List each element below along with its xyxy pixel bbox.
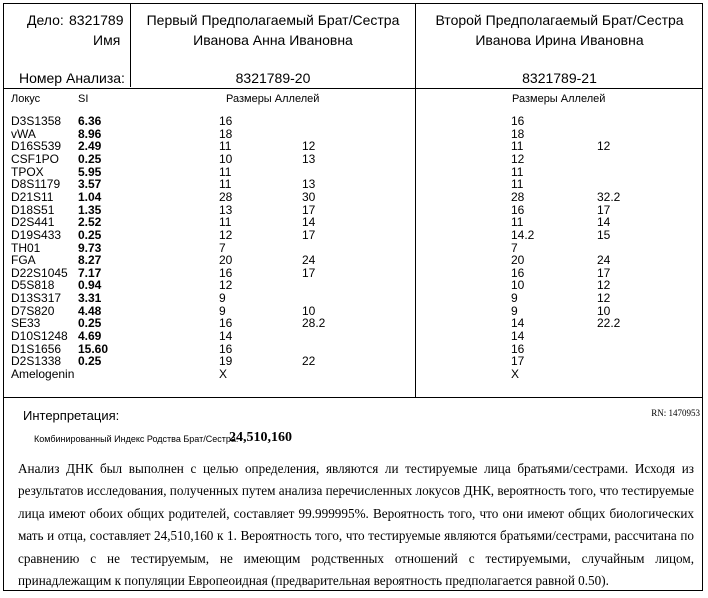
sibling2-allele-1: 16 <box>511 341 525 356</box>
sibling1-allele-1: 16 <box>219 114 233 128</box>
sibling2-allele-2: 17 <box>597 202 611 217</box>
case-number: 8321789 <box>69 12 124 28</box>
sibling2-allele-1: 16 <box>511 114 525 128</box>
si-value: 2.52 <box>78 215 102 230</box>
sibling1-allele-1: 11 <box>219 164 232 179</box>
sibling2-allele-1: 14 <box>511 316 525 331</box>
si-value: 3.31 <box>78 291 102 306</box>
sibling1-allele-1: 11 <box>219 177 232 192</box>
si-column-header: SI <box>78 93 89 105</box>
sibling1-allele-2: 22 <box>302 354 316 369</box>
si-value: 7.17 <box>78 265 102 280</box>
sibling1-allele-2: 17 <box>302 265 316 280</box>
sibling2-allele-2: 17 <box>597 265 611 280</box>
sibling1-allele-1: 16 <box>219 341 233 356</box>
locus-name: D10S1248 <box>11 329 68 344</box>
locus-name: D2S441 <box>11 215 55 230</box>
sibling2-allele-2: 24 <box>597 253 611 268</box>
sibling1-allele-1: 16 <box>219 316 233 331</box>
locus-name: FGA <box>11 253 36 268</box>
sibling1-allele-1: 18 <box>219 126 233 141</box>
locus-name: vWA <box>11 126 36 141</box>
sibling2-allele-1: 28 <box>511 189 525 204</box>
sibling1-allele-2: 13 <box>302 151 316 166</box>
locus-name: D3S1358 <box>11 114 62 128</box>
si-value: 0.25 <box>78 316 102 331</box>
sibling1-allele-1: 19 <box>219 354 233 369</box>
si-value: 8.27 <box>78 253 102 268</box>
si-value: 9.73 <box>78 240 102 255</box>
sibling2-allele-2: 12 <box>597 278 611 293</box>
combined-index-value: 24,510,160 <box>229 430 292 445</box>
sibling1-allele-1: 9 <box>219 291 226 306</box>
sibling2-allele-1: 14 <box>511 329 525 344</box>
locus-name: Amelogenin <box>11 367 75 381</box>
sibling2-allele-1: 11 <box>511 139 524 154</box>
sibling1-allele-1: 12 <box>219 227 233 242</box>
si-value: 4.48 <box>78 303 102 318</box>
sibling1-allele-1: 11 <box>219 139 232 154</box>
locus-name: D5S818 <box>11 278 55 293</box>
sibling1-allele-2: 17 <box>302 227 316 242</box>
si-value: 0.25 <box>78 354 102 369</box>
si-value: 3.57 <box>78 177 102 192</box>
sibling1-allele-1: 10 <box>219 151 233 166</box>
locus-name: TPOX <box>11 164 44 179</box>
sibling2-allele-1: 9 <box>511 291 518 306</box>
sibling2-allele-1: 17 <box>511 354 525 369</box>
sibling2-allele-2: 22.2 <box>597 316 621 331</box>
sibling2-allele-2: 12 <box>597 291 611 306</box>
sibling2-allele-2: 32.2 <box>597 189 621 204</box>
case-label: Дело: <box>27 12 64 28</box>
sibling1-title: Первый Предполагаемый Брат/Сестра <box>146 12 400 28</box>
sibling1-allele-1: 14 <box>219 329 233 344</box>
sibling2-allele-1: 11 <box>511 164 524 179</box>
sibling2-allele-2: 14 <box>597 215 611 230</box>
table-bottom-rule <box>4 397 703 398</box>
locus-name: D2S1338 <box>11 354 62 369</box>
sibling1-allele-1: 12 <box>219 278 233 293</box>
sibling1-allele-2: 28.2 <box>302 316 326 331</box>
analysis-number-label: Номер Анализа: <box>19 70 125 86</box>
locus-name: D21S11 <box>11 189 54 204</box>
header-rule <box>4 88 703 89</box>
locus-name: TH01 <box>11 240 41 255</box>
sibling2-allele-1: 11 <box>511 177 524 192</box>
si-value: 8.96 <box>78 126 102 141</box>
locus-name: D18S51 <box>11 202 55 217</box>
si-value: 4.69 <box>78 329 102 344</box>
interpretation-label: Интерпретация: <box>23 408 120 423</box>
sibling1-allele-1: 9 <box>219 303 226 318</box>
sibling2-allele-1: 18 <box>511 126 525 141</box>
locus-name: D8S1179 <box>11 177 61 192</box>
combined-index-label: Комбинированный Индекс Родства Брат/Сестра: <box>34 434 239 444</box>
si-value: 2.49 <box>78 139 102 154</box>
column-divider-2 <box>415 4 416 397</box>
si-value: 0.94 <box>78 278 102 293</box>
sibling1-allele-1: 11 <box>219 215 232 230</box>
si-value: 1.35 <box>78 202 102 217</box>
sibling2-allele-1: 16 <box>511 202 525 217</box>
si-value: 5.95 <box>78 164 102 179</box>
sibling2-allele-2: 10 <box>597 303 611 318</box>
sibling1-allele-1: X <box>219 367 228 381</box>
sibling1-allele-2: 30 <box>302 189 316 204</box>
name-label: Имя <box>93 32 121 48</box>
locus-name: CSF1PO <box>11 151 60 166</box>
locus-name: D7S820 <box>11 303 55 318</box>
sibling2-allele-1: 16 <box>511 265 525 280</box>
sibling1-allele-1: 7 <box>219 240 226 255</box>
sibling1-allele-1: 13 <box>219 202 233 217</box>
sibling1-allele-1: 28 <box>219 189 233 204</box>
sibling1-allele-2: 24 <box>302 253 316 268</box>
locus-column-header: Локус <box>11 93 41 105</box>
sibling1-name: Иванова Анна Ивановна <box>193 32 353 48</box>
si-value: 0.25 <box>78 227 102 242</box>
sibling1-allele-1: 20 <box>219 253 233 268</box>
locus-name: SE33 <box>11 316 41 331</box>
si-value: 0.25 <box>78 151 102 166</box>
locus-name: D19S433 <box>11 227 62 242</box>
sibling2-allele-1: 20 <box>511 253 525 268</box>
sibling1-allele-2: 10 <box>302 303 316 318</box>
sibling2-allele-1: 14.2 <box>511 227 535 242</box>
sibling2-allele-1: 10 <box>511 278 525 293</box>
sibling2-allele-1: 7 <box>511 240 518 255</box>
interpretation-paragraph: Анализ ДНК был выполнен с целью определения, являются ли тестируемые лица братьями/сестрами. Исходя из результатов исследования, полученных путем анализа перечисленных локусов ДНК, вероятность того, что тестируемые лица имеют обоих общих родителей, составляет 99.999995%. Вероятность того, что они имеют общих биологических мать и отца, составляет 24,510,160 к 1. Вероятность того, что тестируемые являются братьями/сестрами, рассчитана по сравнению с не тестируемым, не имеющим родственных отношений с тестируемыми, случайным лицом, принадлежащим к популяции Европеоидная (предварительная вероятность предполагается равной 0.50). <box>18 461 694 589</box>
sibling1-allele-2: 12 <box>302 139 316 154</box>
sibling1-allele-2: 14 <box>302 215 316 230</box>
sibling2-allele-1: 9 <box>511 303 518 318</box>
sibling2-allele-2: 15 <box>597 227 611 242</box>
locus-name: D13S317 <box>11 291 62 306</box>
sibling2-analysis-number: 8321789-21 <box>522 70 597 86</box>
locus-name: D16S539 <box>11 139 62 154</box>
sibling2-allele-1: 12 <box>511 151 525 166</box>
si-value: 1.04 <box>78 189 102 204</box>
sibling2-allele-2: 12 <box>597 139 611 154</box>
si-value: 6.36 <box>78 114 102 128</box>
sibling1-analysis-number: 8321789-20 <box>235 70 311 86</box>
sibling2-allele-1: X <box>511 367 520 381</box>
sibling2-name: Иванова Ирина Ивановна <box>475 32 644 48</box>
locus-name: D1S1656 <box>11 341 62 356</box>
sibling1-allele-2: 17 <box>302 202 316 217</box>
locus-name: D22S1045 <box>11 265 68 280</box>
sibling2-title: Второй Предполагаемый Брат/Сестра <box>435 12 684 28</box>
si-value: 15.60 <box>78 341 109 356</box>
rn-number: RN: 1470953 <box>651 408 700 418</box>
sibling1-allele-1: 16 <box>219 265 233 280</box>
sibling2-allele-1: 11 <box>511 215 524 230</box>
sibling1-allele-header: Размеры Аллелей <box>226 93 320 105</box>
sibling1-allele-2: 13 <box>302 177 316 192</box>
sibling2-allele-header: Размеры Аллелей <box>512 93 606 105</box>
